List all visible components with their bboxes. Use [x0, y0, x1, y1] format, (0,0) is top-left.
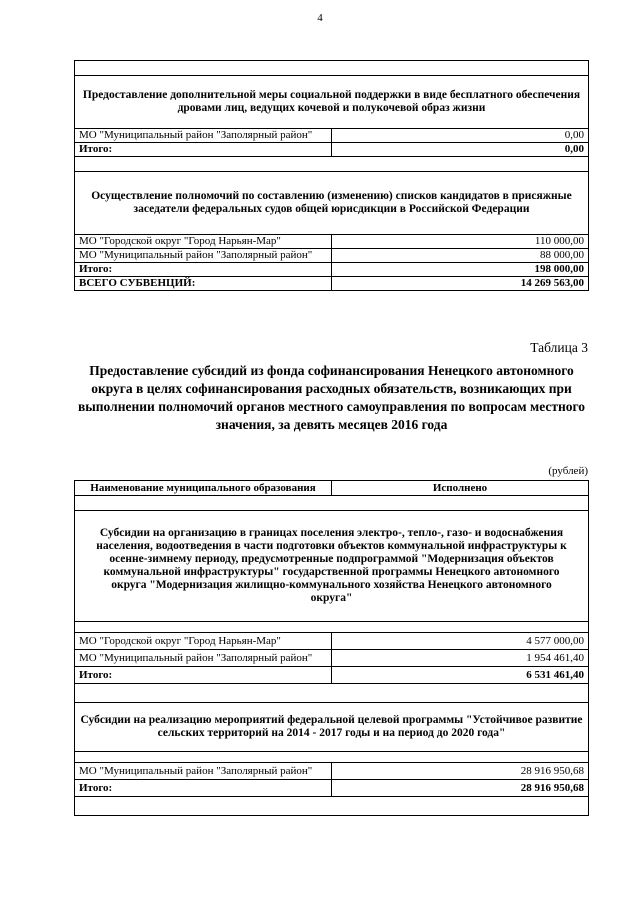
total-row: [75, 143, 589, 157]
section-title: Предоставление дополнительной меры социальной поддержки в виде бесплатного обеспечения дровами лиц, ведущих кочевой и полукочевой образ жизни: [75, 76, 589, 129]
amount: 4 577 000,00: [332, 633, 589, 650]
column-header-value: Исполнено: [332, 481, 589, 496]
grand-total-amount: 14 269 563,00: [332, 277, 589, 291]
municipality-name: МО "Муниципальный район "Заполярный район": [75, 249, 332, 263]
spacer-row: [75, 797, 589, 816]
amount: 0,00: [332, 129, 589, 143]
municipality-name: МО "Городской округ "Город Нарьян-Мар": [75, 633, 332, 650]
total-row: [75, 263, 589, 277]
spacer-row: [75, 752, 589, 763]
column-header-name: Наименование муниципального образования: [75, 481, 332, 496]
amount: 1 954 461,40: [332, 650, 589, 667]
table-caption: Таблица 3: [530, 340, 588, 355]
total-row: [75, 780, 589, 797]
amount: 110 000,00: [332, 235, 589, 249]
spacer-row: [75, 622, 589, 633]
table-row: [75, 235, 589, 249]
total-label: Итого:: [75, 263, 332, 277]
table-row: [75, 249, 589, 263]
table-row: [75, 129, 589, 143]
spacer-row: [75, 496, 589, 511]
section-title: Осуществление полномочий по составлению (изменению) списков кандидатов в присяжные заседатели федеральных судов общей юрисдикции в Российской Федерации: [75, 172, 589, 235]
total-amount: 6 531 461,40: [332, 667, 589, 684]
subventions-table: [74, 60, 589, 291]
total-row: [75, 667, 589, 684]
amount: 88 000,00: [332, 249, 589, 263]
spacer-row: [75, 684, 589, 703]
section-title: Субсидии на организацию в границах поселения электро-, тепло-, газо- и водоснабжения населения, водоотведения в части подготовки объектов коммунальной инфраструктуры к осенне-зимнему периоду, предусмотренные подпрограммой "Модернизация объектов коммунальной инфраструктуры" государственной программы Ненецкого автономного округа "Модернизация жилищно-коммунального хозяйства Ненецкого автономного округа": [75, 511, 589, 622]
total-amount: 28 916 950,68: [332, 780, 589, 797]
table-row: [75, 633, 589, 650]
grand-total-row: [75, 277, 589, 291]
municipality-name: МО "Муниципальный район "Заполярный район": [75, 763, 332, 780]
municipality-name: МО "Муниципальный район "Заполярный район": [75, 129, 332, 143]
spacer-row: [75, 157, 589, 172]
municipality-name: МО "Городской округ "Город Нарьян-Мар": [75, 235, 332, 249]
total-label: Итого:: [75, 780, 332, 797]
grand-total-label: ВСЕГО СУБВЕНЦИЙ:: [75, 277, 332, 291]
table-heading: Предоставление субсидий из фонда софинансирования Ненецкого автономного округа в целях софинансирования расходных обязательств, возникающих при выполнении полномочий органов местного самоуправления по вопросам местного значения, за девять месяцев 2016 года: [77, 363, 586, 432]
total-amount: 0,00: [332, 143, 589, 157]
total-label: Итого:: [75, 667, 332, 684]
unit-label: (рублей): [548, 465, 588, 477]
total-label: Итого:: [75, 143, 332, 157]
spacer-row: [75, 61, 589, 76]
amount: 28 916 950,68: [332, 763, 589, 780]
subsidies-table: [74, 480, 589, 816]
total-amount: 198 000,00: [332, 263, 589, 277]
table-row: [75, 763, 589, 780]
table-row: [75, 650, 589, 667]
header-row: [75, 481, 589, 496]
section-title: Субсидии на реализацию мероприятий федеральной целевой программы "Устойчивое развитие сельских территорий на 2014 - 2017 годы и на период до 2020 года": [75, 703, 589, 752]
page-number: 4: [317, 12, 323, 24]
municipality-name: МО "Муниципальный район "Заполярный район": [75, 650, 332, 667]
